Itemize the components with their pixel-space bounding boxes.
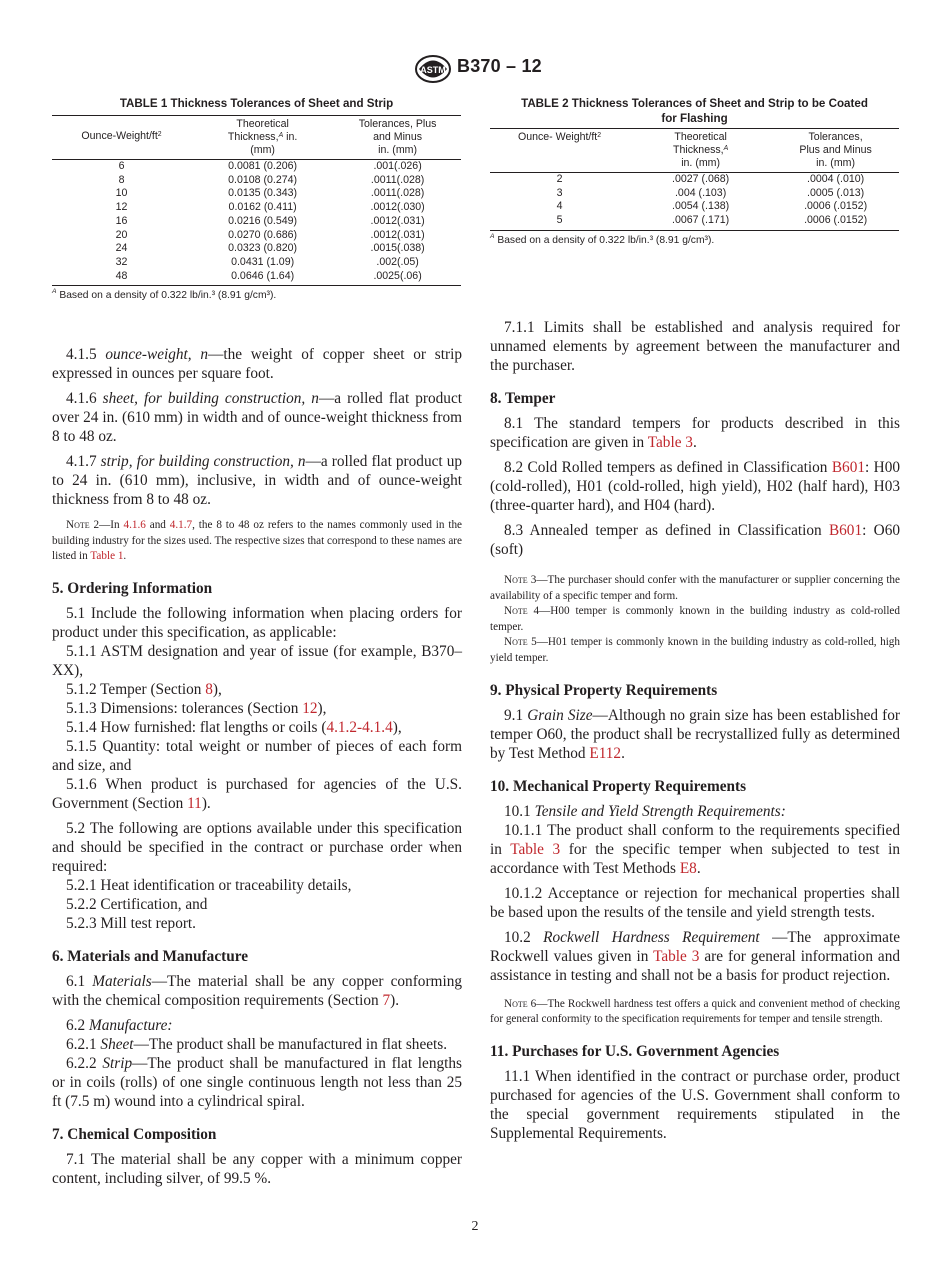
note-text: 3—The purchaser should confer with the manufacturer or supplier concerning the availability of a specific temper and form. bbox=[490, 574, 900, 602]
para-7-1: 7.1 The material shall be any copper with a minimum copper content, including silver, of 99.5 %. bbox=[52, 1150, 462, 1187]
para-text: 5.1.2 Temper (Section bbox=[66, 680, 206, 698]
table-row bbox=[490, 173, 899, 187]
table-1-header-ounce-text: Ounce-Weight/ft bbox=[81, 130, 158, 142]
para-text: 5.1.6 When product is purchased for agencies of the U.S. Government (Section bbox=[52, 775, 462, 812]
table-2-header-tolerance-line1: Tolerances, bbox=[808, 131, 863, 143]
table-2-header-thickness-line3: in. (mm) bbox=[681, 157, 721, 169]
link-b601[interactable]: B601 bbox=[831, 459, 866, 476]
table-1-header-tolerance-line2: and Minus bbox=[373, 131, 423, 143]
para-text: : H00 (cold-rolled), H01 (cold-rolled, high yield), H02 (half hard), H03 (three-quarter hard), and H04 (hard). bbox=[490, 459, 901, 514]
note-text: and bbox=[145, 519, 170, 531]
table-cell: .0012(.030) bbox=[370, 201, 425, 214]
note-4 bbox=[490, 604, 900, 635]
link-table-3[interactable]: Table 3 bbox=[653, 947, 700, 965]
table-1-header-thickness-line1: Theoretical bbox=[236, 118, 289, 130]
defined-term: Manufacture: bbox=[88, 1016, 173, 1034]
para-text: 8.3 Annealed temper as defined in Classification bbox=[504, 522, 829, 539]
para-5-1: 5.1 Include the following information when placing orders for product under this specification, as applicable: bbox=[52, 604, 462, 641]
note-2 bbox=[52, 518, 462, 565]
para-11-1: 11.1 When identified in the contract or purchase order, product purchased for agencies of the U.S. Government shall conform to the special government requirements stipulated in the Supplemental Requirements. bbox=[490, 1067, 900, 1142]
link-table-3[interactable]: Table 3 bbox=[647, 434, 693, 451]
table-cell: .004 (.103) bbox=[674, 186, 727, 199]
para-5-1-2 bbox=[52, 680, 462, 699]
table-cell: 10 bbox=[115, 187, 128, 200]
table-cell: .0027 (.068) bbox=[672, 173, 730, 185]
para-text: —a rolled flat product up to 24 in. (610 mm), inclusive, in width and of ounce-weight thickness from 8 to 48 oz. bbox=[52, 453, 462, 508]
table-2-header-thickness bbox=[629, 129, 772, 173]
table-row bbox=[490, 214, 899, 230]
para-text: ). bbox=[390, 991, 400, 1009]
table-cell: .001(.026) bbox=[373, 160, 422, 172]
para-text: for the specific temper when subjected to test in accordance with Test Methods bbox=[490, 840, 900, 877]
table-cell: .0011(.028) bbox=[370, 173, 425, 186]
table-1-header-tolerance-line1: Tolerances, Plus bbox=[358, 118, 437, 130]
para-text: —The product shall be manufactured in flat sheets. bbox=[133, 1035, 448, 1053]
note-5 bbox=[490, 635, 900, 666]
para-text: . bbox=[696, 859, 701, 877]
table-2-title bbox=[490, 96, 899, 126]
defined-term: strip, for building construction, n bbox=[100, 453, 306, 470]
table-1-header-tolerance-line3: in. (mm) bbox=[378, 144, 418, 156]
table-row bbox=[52, 242, 461, 256]
para-7-1-1: 7.1.1 Limits shall be established and analysis required for unnamed elements by agreement between the manufacturer and the purchaser. bbox=[490, 319, 900, 374]
para-text: —Although no grain size has been established for temper O60, the product shall be recrystallized fully as determined by Test Method bbox=[490, 706, 901, 762]
table-cell: 0.0323 (0.820) bbox=[228, 242, 298, 255]
para-4-1-6 bbox=[52, 389, 462, 446]
link-4-1-7[interactable]: 4.1.7 bbox=[169, 519, 193, 531]
para-5-2-2: 5.2.2 Certification, and bbox=[66, 895, 208, 913]
para-5-1-6 bbox=[52, 775, 462, 813]
table-cell: .0005 (.013) bbox=[807, 186, 865, 199]
table-1-header-thickness bbox=[191, 116, 334, 160]
note-label: Note bbox=[66, 519, 90, 531]
footnote-marker: A bbox=[52, 288, 57, 296]
section-11-title: 11. Purchases for U.S. Government Agencies bbox=[490, 1042, 780, 1060]
para-5-2-1: 5.2.1 Heat identification or traceability details, bbox=[66, 876, 352, 894]
table-1-grid bbox=[52, 115, 461, 286]
table-cell: 12 bbox=[115, 201, 128, 214]
table-cell: 5 bbox=[490, 214, 629, 230]
link-e112[interactable]: E112 bbox=[589, 744, 622, 762]
table-2-footnote-text: Based on a density of 0.322 lb/in.³ (8.91 g/cm³). bbox=[494, 234, 715, 246]
table-cell: 0.0270 (0.686) bbox=[228, 228, 298, 241]
para-text: —the weight of copper sheet or strip expressed in ounces per square foot. bbox=[52, 346, 462, 382]
table-cell: .0067 (.171) bbox=[629, 214, 772, 230]
table-cell: 0.0431 (1.09) bbox=[231, 255, 295, 268]
table-2-header-thickness-line2: Thickness, bbox=[673, 144, 724, 156]
table-row bbox=[52, 229, 461, 243]
table-cell: .0054 (.138) bbox=[672, 200, 730, 213]
table-2-header-ounce-text: Ounce- Weight/ft bbox=[517, 131, 598, 143]
table-row bbox=[52, 256, 461, 270]
table-row bbox=[490, 200, 899, 214]
table-cell: .0025(.06) bbox=[334, 270, 461, 286]
table-cell: 32 bbox=[115, 255, 128, 268]
section-8-title: 8. Temper bbox=[490, 390, 556, 407]
para-number: 10.2 bbox=[504, 928, 544, 946]
table-cell: 0.0646 (1.64) bbox=[191, 270, 334, 286]
table-row bbox=[52, 201, 461, 215]
left-column bbox=[52, 345, 462, 1188]
note-text: 6—The Rockwell hardness test offers a quick and convenient method of checking for general conformity to the specification requirements for temper and tensile strength. bbox=[490, 997, 900, 1026]
para-5-2-3: 5.2.3 Mill test report. bbox=[66, 914, 197, 932]
table-1-header-tolerance bbox=[334, 116, 461, 160]
para-number: 10.1 bbox=[504, 802, 535, 820]
right-column bbox=[490, 318, 900, 1143]
page-number: 2 bbox=[471, 1219, 479, 1234]
astm-logo-icon bbox=[414, 54, 452, 84]
table-cell: 0.0081 (0.206) bbox=[228, 160, 298, 172]
table-row bbox=[490, 187, 899, 201]
link-4-1-2-4-1-4[interactable]: 4.1.2-4.1.4 bbox=[326, 718, 393, 736]
table-2-header-tolerance-line2: Plus and Minus bbox=[799, 144, 872, 156]
link-table-1[interactable]: Table 1 bbox=[90, 550, 124, 563]
note-3 bbox=[490, 573, 900, 604]
para-number: 4.1.7 bbox=[66, 453, 101, 470]
para-number: 6.1 bbox=[66, 972, 93, 990]
note-label: Note bbox=[504, 574, 528, 586]
table-cell: .0012(.031) bbox=[370, 214, 425, 227]
table-2-grid bbox=[490, 128, 899, 231]
para-10-1-2: 10.1.2 Acceptance or rejection for mechanical properties shall be based upon the results of the tensile and yield strength tests. bbox=[490, 884, 900, 921]
table-row bbox=[52, 215, 461, 229]
table-cell: .0011(.028) bbox=[370, 187, 425, 200]
para-10-1-1 bbox=[490, 821, 900, 878]
table-cell: 3 bbox=[556, 186, 563, 199]
table-2-header-tolerance-line3: in. (mm) bbox=[816, 157, 856, 169]
defined-term: ounce-weight, n bbox=[105, 346, 209, 363]
para-number: 6.2.1 bbox=[66, 1035, 101, 1053]
defined-term: sheet, for building construction, n bbox=[102, 390, 319, 407]
para-number: 6.2.2 bbox=[66, 1054, 103, 1072]
footnote-marker: A bbox=[278, 132, 284, 139]
note-6 bbox=[490, 997, 900, 1028]
para-4-1-7 bbox=[52, 452, 462, 509]
table-row bbox=[52, 174, 461, 188]
table-2-body bbox=[490, 173, 899, 231]
para-text: 5.1.3 Dimensions: tolerances (Section bbox=[66, 699, 303, 717]
section-10-title: 10. Mechanical Property Requirements bbox=[490, 777, 747, 795]
para-5-1-5: 5.1.5 Quantity: total weight or number of pieces of each form and size, and bbox=[52, 737, 462, 774]
table-cell: .002(.05) bbox=[376, 255, 419, 268]
para-text: 5.1.4 How furnished: flat lengths or coils ( bbox=[66, 718, 327, 736]
table-1-header-thickness-line3: (mm) bbox=[250, 144, 275, 156]
para-text: 8.2 Cold Rolled tempers as defined in Classification bbox=[504, 459, 832, 476]
para-text: . bbox=[621, 744, 625, 762]
defined-term: Rockwell Hardness Requirement bbox=[543, 928, 760, 946]
section-9-title: 9. Physical Property Requirements bbox=[490, 681, 718, 699]
defined-term: Strip bbox=[102, 1054, 133, 1072]
link-section-7[interactable]: 7 bbox=[382, 991, 391, 1009]
para-text: ), bbox=[212, 680, 222, 698]
link-table-3[interactable]: Table 3 bbox=[510, 840, 561, 858]
table-1-footnote bbox=[52, 290, 461, 301]
footnote-marker: A bbox=[490, 232, 495, 240]
table-2-header-thickness-line1: Theoretical bbox=[674, 131, 727, 143]
table-cell: 0.0135 (0.343) bbox=[228, 187, 298, 200]
para-number: 4.1.6 bbox=[66, 390, 103, 407]
table-1-body bbox=[52, 160, 461, 286]
note-label: Note bbox=[504, 997, 528, 1010]
table-cell: .0004 (.010) bbox=[807, 173, 865, 185]
table-cell: 2 bbox=[556, 173, 563, 185]
para-text: ). bbox=[201, 794, 211, 812]
para-text: —a rolled flat product over 24 in. (610 mm) in width and of ounce-weight thickness from 8 to 48 oz. bbox=[52, 390, 462, 445]
table-1-header-thickness-line2: Thickness, bbox=[227, 131, 279, 143]
para-10-1 bbox=[490, 802, 900, 821]
table-row bbox=[52, 187, 461, 201]
table-2-title-line2: for Flashing bbox=[661, 112, 728, 125]
superscript: 2 bbox=[597, 132, 602, 139]
note-text: , the 8 to 48 oz refers to the names commonly used in the building industry for the sizes used. The respective sizes that correspond to these names are listed in bbox=[52, 519, 463, 563]
para-8-3 bbox=[490, 521, 900, 559]
para-text: are for general information and assistance in testing and shall not be a basis for product rejection. bbox=[490, 947, 901, 984]
table-row bbox=[52, 160, 461, 174]
para-number: 4.1.5 bbox=[66, 346, 106, 363]
para-5-1-1: 5.1.1 ASTM designation and year of issue (for example, B370–XX), bbox=[52, 642, 462, 679]
para-6-2-1 bbox=[52, 1035, 462, 1054]
page-header bbox=[0, 52, 950, 86]
table-cell: 0.0216 (0.549) bbox=[228, 214, 298, 227]
para-text: . bbox=[692, 434, 697, 451]
para-10-2 bbox=[490, 928, 900, 985]
para-6-2 bbox=[52, 1016, 462, 1035]
link-b601[interactable]: B601 bbox=[828, 522, 863, 539]
svg-text:ASTM: ASTM bbox=[420, 65, 446, 75]
footnote-marker: A bbox=[723, 145, 729, 152]
para-number: 9.1 bbox=[504, 706, 528, 724]
section-6-title: 6. Materials and Manufacture bbox=[52, 947, 249, 965]
para-9-1 bbox=[490, 706, 900, 763]
para-text: 10.1.1 The product shall conform to the requirements specified in bbox=[490, 821, 900, 858]
table-1-title: TABLE 1 Thickness Tolerances of Sheet and Strip bbox=[119, 97, 394, 110]
table-cell: .0012(.031) bbox=[370, 228, 425, 241]
note-text: 2—In bbox=[89, 519, 124, 531]
table-2-title-line1: TABLE 2 Thickness Tolerances of Sheet and Strip to be Coated bbox=[521, 97, 868, 110]
table-2-footnote bbox=[490, 232, 899, 246]
link-section-8[interactable]: 8 bbox=[205, 680, 213, 698]
table-1-header-thickness-unit: in. bbox=[283, 131, 298, 143]
link-e8[interactable]: E8 bbox=[679, 859, 697, 877]
table-2 bbox=[490, 96, 899, 246]
defined-term: Sheet bbox=[100, 1035, 134, 1053]
table-cell: .0006 (.0152) bbox=[804, 200, 868, 213]
table-1 bbox=[52, 96, 461, 301]
note-text: 4—H00 temper is commonly known in the building industry as cold-rolled temper. bbox=[490, 605, 900, 633]
para-8-2 bbox=[490, 458, 900, 515]
designation: B370 – 12 bbox=[457, 56, 542, 76]
table-cell: 0.0108 (0.274) bbox=[228, 173, 298, 186]
link-section-12[interactable]: 12 bbox=[302, 699, 318, 717]
table-cell: 6 bbox=[118, 160, 125, 172]
para-6-1 bbox=[52, 972, 462, 1010]
table-1-header-ounce bbox=[52, 116, 191, 160]
para-text: 8.1 The standard tempers for products described in this specification are given in bbox=[490, 415, 900, 451]
table-cell: 8 bbox=[118, 173, 125, 186]
para-8-1 bbox=[490, 414, 900, 452]
para-5-1-3 bbox=[52, 699, 462, 718]
table-cell: .0015(.038) bbox=[370, 242, 425, 255]
para-text: —The product shall be manufactured in flat lengths or in coils (rolls) of one single continuous length not less than 25 ft (7.5 m) wound into a cylindrical spiral. bbox=[52, 1054, 462, 1110]
superscript: 2 bbox=[157, 131, 162, 138]
defined-term: Materials bbox=[92, 972, 152, 990]
table-cell: 20 bbox=[115, 228, 128, 241]
para-text: —The material shall be any copper conforming with the chemical composition requirements (Section bbox=[52, 972, 462, 1009]
defined-term: Tensile and Yield Strength Requirements: bbox=[534, 802, 786, 820]
note-text: 5—H01 temper is commonly known in the building industry as cold-rolled, high yield temper. bbox=[490, 636, 900, 664]
note-label: Note bbox=[504, 605, 528, 618]
table-cell: .0006 (.0152) bbox=[772, 214, 899, 230]
defined-term: Grain Size bbox=[527, 706, 593, 724]
link-section-11[interactable]: 11 bbox=[187, 794, 202, 812]
para-4-1-5 bbox=[52, 345, 462, 383]
para-5-1-4 bbox=[52, 718, 462, 737]
para-5-2: 5.2 The following are options available under this specification and should be specified in the contract or purchase order when required: bbox=[52, 819, 462, 875]
table-cell: 48 bbox=[52, 270, 191, 286]
para-text: —The approximate Rockwell values given in bbox=[490, 928, 901, 965]
para-number: 6.2 bbox=[66, 1016, 89, 1034]
para-text: : O60 (soft) bbox=[490, 522, 900, 558]
table-row bbox=[52, 270, 461, 286]
table-1-footnote-text: Based on a density of 0.322 lb/in.³ (8.91 g/cm³). bbox=[56, 290, 277, 302]
table-cell: 24 bbox=[115, 242, 128, 255]
table-cell: 16 bbox=[115, 214, 128, 227]
para-text: ), bbox=[392, 718, 402, 736]
section-5-title: 5. Ordering Information bbox=[52, 579, 213, 597]
section-7-title: 7. Chemical Composition bbox=[52, 1125, 217, 1143]
link-4-1-6[interactable]: 4.1.6 bbox=[123, 519, 146, 531]
para-6-2-2 bbox=[52, 1054, 462, 1111]
para-text: ), bbox=[317, 699, 327, 717]
table-cell: 4 bbox=[556, 200, 563, 213]
note-text: . bbox=[123, 550, 127, 563]
table-2-header-tolerance bbox=[772, 129, 899, 173]
table-2-header-ounce bbox=[490, 129, 629, 173]
table-cell: 0.0162 (0.411) bbox=[228, 201, 297, 214]
note-label: Note bbox=[504, 636, 528, 649]
